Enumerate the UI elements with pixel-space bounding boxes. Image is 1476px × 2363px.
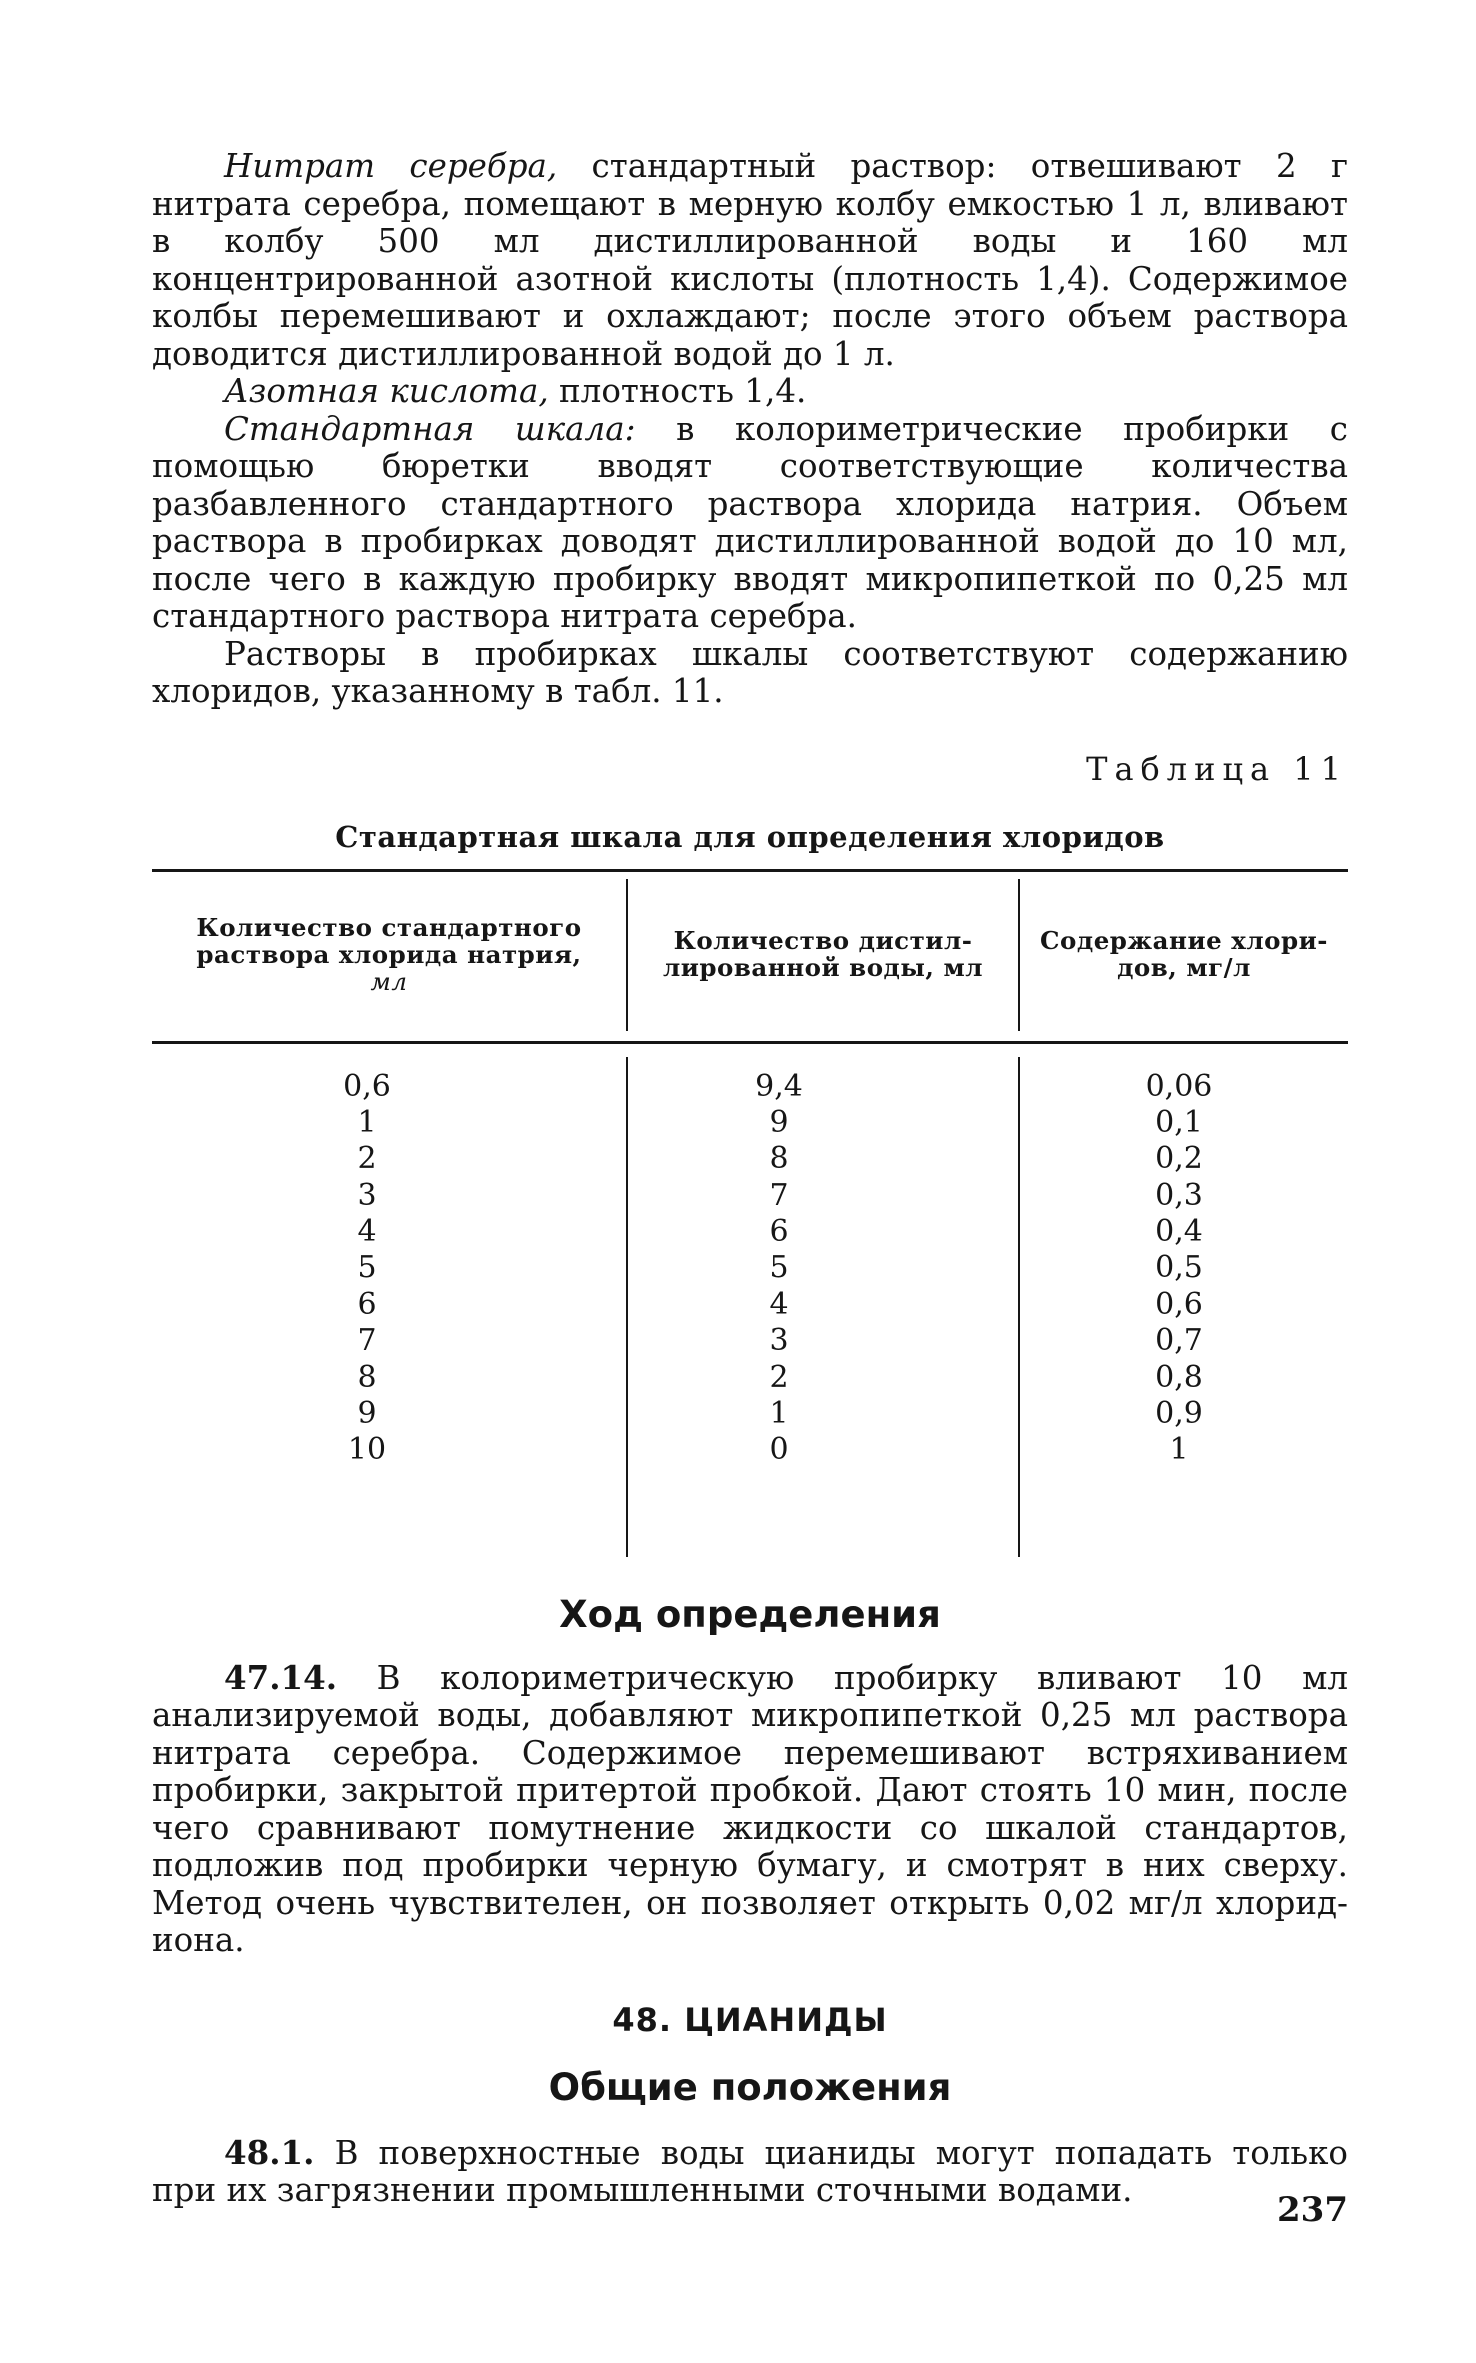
header-text: дов, мг/л: [1117, 953, 1251, 982]
cyanides-text: В поверхностные воды цианиды могут попадать только при их загрязнении промышленными сточными водами.: [152, 2133, 1348, 2209]
cell-chloride: 0,5: [1155, 1250, 1203, 1286]
cell-nacl: 7: [357, 1323, 377, 1359]
header-text: Содержание хлори-: [1040, 926, 1328, 955]
cell-water: 5: [769, 1250, 789, 1286]
column-water-values: [714, 1069, 844, 1469]
cell-nacl: 5: [357, 1250, 377, 1286]
paragraph-cyanides: [152, 2134, 1348, 2210]
header-text: Количество дистил-: [673, 926, 973, 955]
cell-water: 9,4: [755, 1068, 803, 1104]
paragraph-nitric-acid: [152, 373, 1348, 411]
cell-chloride: 0,9: [1155, 1396, 1203, 1432]
cell-chloride: 0,7: [1155, 1323, 1203, 1359]
cell-water: 9: [769, 1104, 789, 1140]
cell-chloride: 0,2: [1155, 1141, 1203, 1177]
cell-nacl: 4: [357, 1214, 377, 1250]
cell-chloride: 1: [1169, 1432, 1189, 1468]
cell-chloride: 0,3: [1155, 1177, 1203, 1213]
paragraph-procedure: [152, 1659, 1348, 1960]
term-nitric-acid: Азотная кислота,: [224, 372, 549, 410]
chloride-scale-table: [152, 869, 1348, 1559]
page-number: 237: [1277, 2190, 1348, 2230]
cell-water: 6: [769, 1214, 789, 1250]
header-text: раствора хлорида натрия,: [196, 939, 582, 969]
cell-nacl: 6: [357, 1286, 377, 1322]
header-unit: мл: [370, 966, 408, 996]
clause-number: 48.1.: [224, 2132, 315, 2172]
cell-nacl: 8: [357, 1359, 377, 1395]
text-nitric-acid: плотность 1,4.: [548, 372, 807, 410]
cell-water: 1: [769, 1396, 789, 1432]
cell-water: 2: [769, 1359, 789, 1395]
page-body: [152, 148, 1348, 2210]
cell-chloride: 0,1: [1155, 1104, 1203, 1140]
paragraph-standard-scale: [152, 411, 1348, 636]
section-subheading: Общие положения: [548, 2065, 952, 2109]
cell-nacl: 0,6: [343, 1068, 391, 1104]
header-chloride-content: [1020, 877, 1348, 1032]
text-silver-nitrate: стандартный раствор: отвешивают 2 г нитрата серебра, помещают в мерную колбу емкостью 1 л, вливают в колбу 500 мл дистиллированной воды и 160 мл концентрированной азотной кислоты (плотность 1,4). Содержимое колбы перемешивают и охлаждают; после этого объем раствора доводится дистиллированной водой до 1 л.: [152, 147, 1348, 373]
clause-number: 47.14.: [224, 1657, 338, 1697]
table-number: Таблица 11: [1086, 749, 1348, 788]
paragraph-silver-nitrate: [152, 148, 1348, 373]
cell-water: 0: [769, 1432, 789, 1468]
table-top-rule: [152, 869, 1348, 872]
cell-water: 7: [769, 1177, 789, 1213]
cell-nacl: 1: [357, 1104, 377, 1140]
cell-water: 4: [769, 1286, 789, 1322]
procedure-text: В колориметрическую пробирку вливают 10 мл анализируемой воды, добавляют микропипеткой 0,25 мл раствора нитрата серебра. Содержимое перемешивают встряхиванием пробирки, закрытой притертой пробкой. Дают стоять 10 мин, после чего сравнивают помутнение жидкости со шкалой стандартов, подложив под пробирки черную бумагу, и смотрят в них сверху. Метод очень чувствителен, он позволяет открыть 0,02 мг/л хлорид-иона.: [152, 1658, 1348, 1959]
body-divider-1: [626, 1057, 628, 1557]
term-standard-scale: Стандартная шкала:: [224, 409, 636, 448]
text-standard-scale: в колориметрические пробирки с помощью бюретки вводят соответствующие количества разбавленного стандартного раствора хлорида натрия. Объем раствора в пробирках доводят дистиллированной водой до 10 мл, после чего в каждую пробирку вводят микропипеткой по 0,25 мл стандартного раствора нитрата серебра.: [152, 409, 1348, 635]
table-title: Стандартная шкала для определения хлоридов: [335, 819, 1165, 854]
cell-nacl: 3: [357, 1177, 377, 1213]
column-chloride-values: [1104, 1069, 1254, 1469]
cell-nacl: 2: [357, 1141, 377, 1177]
cell-chloride: 0,06: [1145, 1068, 1213, 1104]
cell-chloride: 0,6: [1155, 1286, 1203, 1322]
cell-water: 8: [769, 1141, 789, 1177]
cell-chloride: 0,4: [1155, 1214, 1203, 1250]
column-nacl-values: [302, 1069, 432, 1469]
body-divider-2: [1018, 1057, 1020, 1557]
cell-nacl: 10: [347, 1432, 387, 1468]
section-heading: 48. ЦИАНИДЫ: [612, 2000, 888, 2039]
cell-water: 3: [769, 1323, 789, 1359]
header-text: Количество стандартного: [196, 912, 582, 942]
cell-nacl: 9: [357, 1396, 377, 1432]
cell-chloride: 0,8: [1155, 1359, 1203, 1395]
term-silver-nitrate: Нитрат серебра,: [224, 147, 558, 185]
header-water-volume: [628, 877, 1018, 1032]
table-header-rule: [152, 1041, 1348, 1044]
procedure-heading: Ход определения: [559, 1592, 941, 1636]
header-text: лированной воды, мл: [662, 953, 984, 982]
paragraph-scale-solutions: Растворы в пробирках шкалы соответствуют содержанию хлоридов, указанному в табл. 11.: [152, 634, 1348, 710]
header-nacl-volume: [152, 877, 626, 1032]
